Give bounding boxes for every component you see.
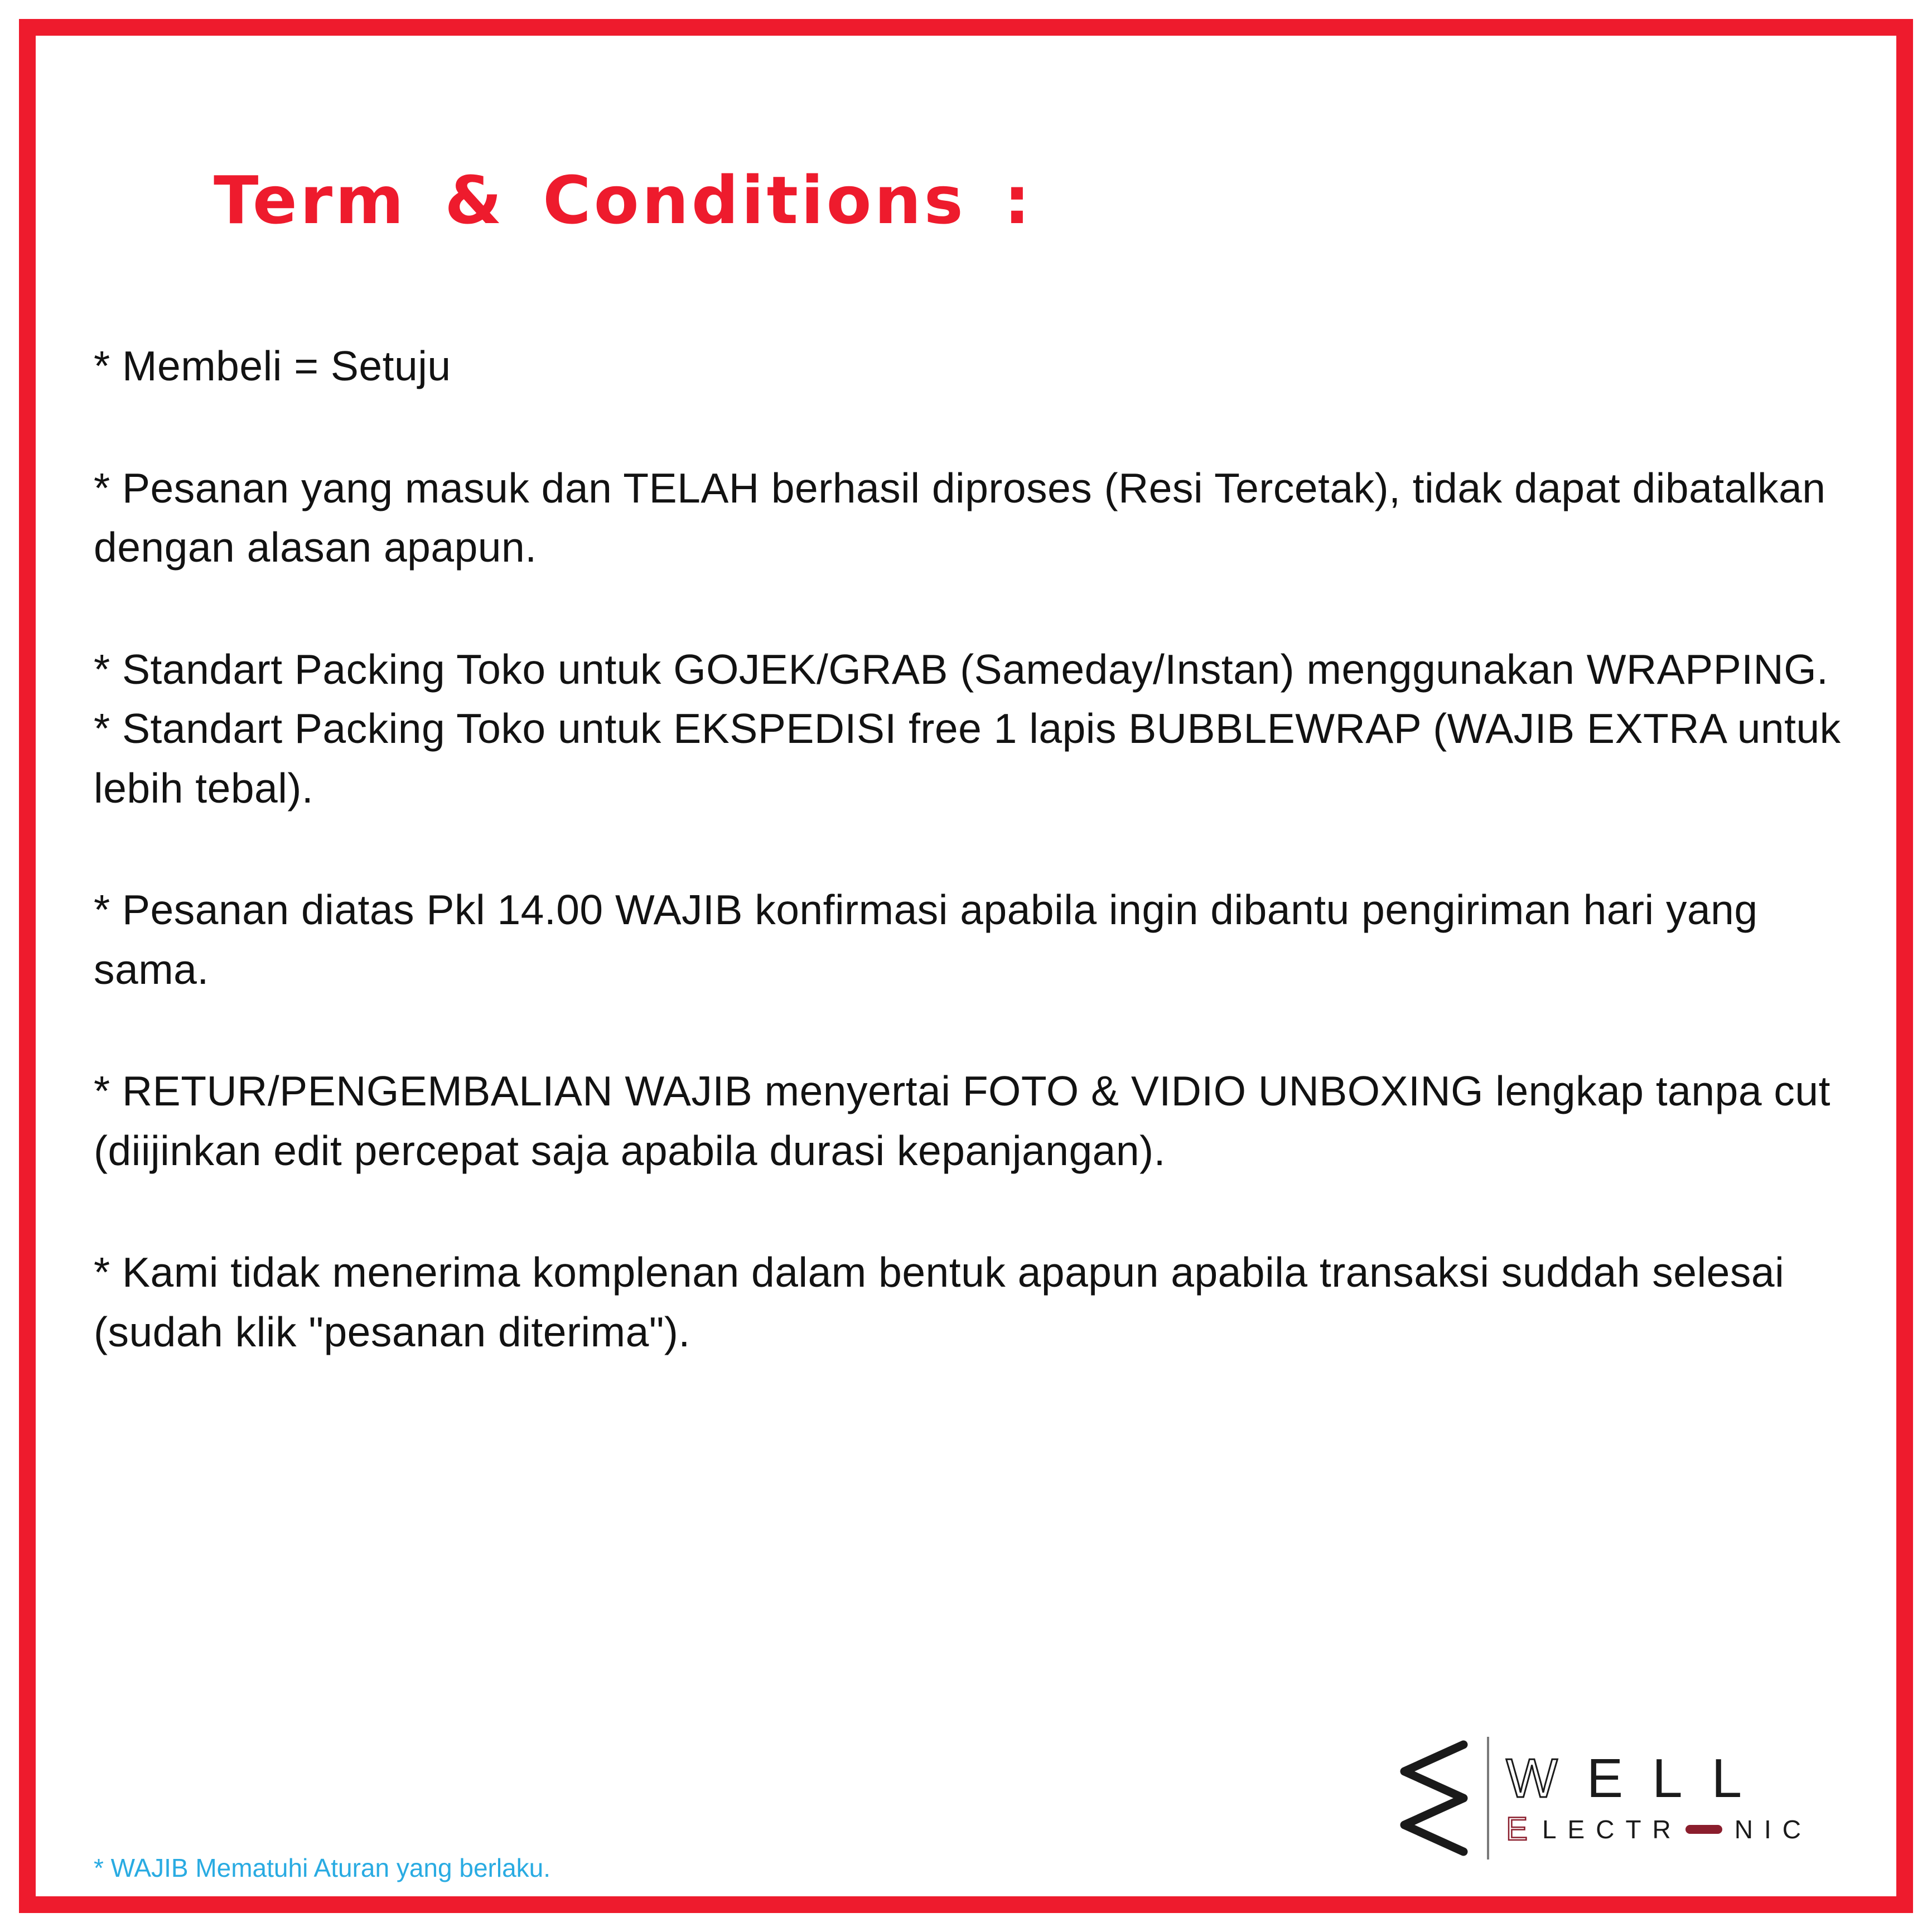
terms-content: [94, 162, 1848, 1424]
brand-logo: [1398, 1737, 1812, 1859]
terms-paragraph: * Pesanan yang masuk dan TELAH berhasil diproses (Resi Tercetak), tidak dapat dibatalkan dengan alasan apapun.: [94, 464, 1826, 571]
logo-w-outline: W: [1506, 1747, 1587, 1809]
logo-well-rest: ELL: [1586, 1747, 1771, 1809]
footer-note: * WAJIB Mematuhi Aturan yang berlaku.: [94, 1853, 551, 1882]
logo-o-dash-icon: [1685, 1825, 1722, 1834]
terms-paragraph: * RETUR/PENGEMBALIAN WAJIB menyertai FOTO & VIDIO UNBOXING lengkap tanpa cut (diijinkan edit percepat saja apabila durasi kepanjangan).: [94, 1068, 1830, 1174]
logo-wordmark: [1506, 1747, 1812, 1809]
logo-text: [1506, 1747, 1812, 1847]
logo-e-outline: E: [1506, 1811, 1539, 1847]
logo-subtext: [1506, 1813, 1812, 1846]
terms-paragraph: * Pesanan diatas Pkl 14.00 WAJIB konfirmasi apabila ingin dibantu pengiriman hari yang sama.: [94, 886, 1758, 993]
terms-paragraph: * Kami tidak menerima komplenan dalam bentuk apapun apabila transaksi suddah selesai (sudah klik "pesanan diterima").: [94, 1249, 1785, 1355]
logo-electronic-last: NIC: [1734, 1815, 1812, 1844]
terms-paragraph: * Membeli = Setuju: [94, 342, 451, 389]
terms-paragraph: * Standart Packing Toko untuk GOJEK/GRAB (Sameday/Instan) menggunakan WRAPPING.: [94, 645, 1829, 693]
page-title: Term & Conditions :: [214, 162, 1033, 239]
terms-paragraph: * Standart Packing Toko untuk EKSPEDISI free 1 lapis BUBBLEWRAP (WAJIB EXTRA untuk lebih tebal).: [94, 705, 1841, 812]
logo-zigzag-icon: [1398, 1737, 1470, 1859]
logo-electronic-mid: LECTR: [1542, 1815, 1682, 1844]
logo-divider: [1487, 1737, 1489, 1859]
